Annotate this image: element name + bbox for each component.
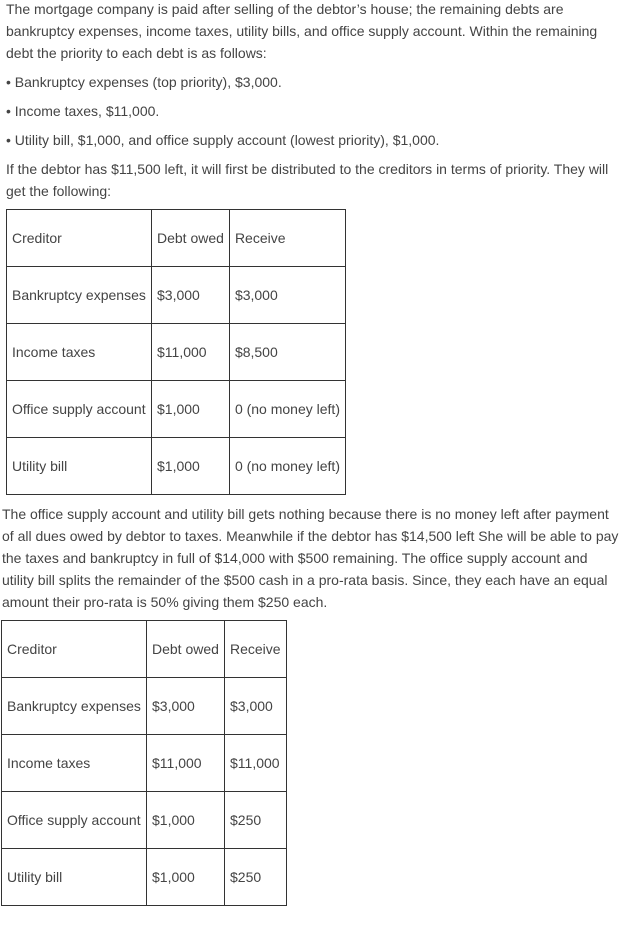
scenario1-paragraph: If the debtor has $11,500 left, it will first be distributed to the creditors in terms of priority. They will get the following: (6, 161, 609, 199)
bullet-utility-office: • Utility bill, $1,000, and office supply account (lowest priority), $1,000. (6, 132, 440, 148)
table-header-row (2, 621, 287, 678)
cell-creditor: Office supply account (7, 381, 152, 438)
cell-debt-owed: $11,000 (147, 735, 225, 792)
table-row (2, 735, 287, 792)
cell-debt-owed: $1,000 (152, 438, 230, 495)
table-row (2, 678, 287, 735)
cell-debt-owed: $1,000 (152, 381, 230, 438)
cell-creditor: Bankruptcy expenses (7, 267, 152, 324)
intro-paragraph: The mortgage company is paid after selling of the debtor’s house; the remaining debts are bankruptcy expenses, income taxes, utility bills, and office supply account. Within the remaining debt the priority to each debt is as follows: (6, 1, 598, 61)
header-creditor: Creditor (7, 210, 152, 267)
cell-debt-owed: $11,000 (152, 324, 230, 381)
cell-creditor: Income taxes (2, 735, 147, 792)
distribution-table-11500 (6, 209, 346, 495)
cell-creditor: Income taxes (7, 324, 152, 381)
cell-creditor: Utility bill (2, 849, 147, 906)
bullet-income-taxes: • Income taxes, $11,000. (6, 103, 160, 119)
cell-receive: $8,500 (229, 324, 345, 381)
cell-receive: 0 (no money left) (229, 381, 345, 438)
cell-receive: 0 (no money left) (229, 438, 345, 495)
scenario2-paragraph: The office supply account and utility bill gets nothing because there is no money left after payment of all dues owed by debtor to taxes. Meanwhile if the debtor has $14,500 left She will be able to pay the taxes and bankruptcy in full of $14,000 with $500 remaining. The office supply account and utility bill splits the remainder of the $500 cash in a pro-rata basis. Since, they each have an equal amount their pro-rata is 50% giving them $250 each. (2, 506, 619, 610)
cell-debt-owed: $1,000 (147, 792, 225, 849)
table-row (2, 849, 287, 906)
cell-receive: $3,000 (229, 267, 345, 324)
header-receive: Receive (225, 621, 287, 678)
table-header-row (7, 210, 346, 267)
table-row (2, 792, 287, 849)
header-debt-owed: Debt owed (147, 621, 225, 678)
cell-receive: $250 (225, 849, 287, 906)
cell-creditor: Bankruptcy expenses (2, 678, 147, 735)
cell-debt-owed: $3,000 (147, 678, 225, 735)
header-creditor: Creditor (2, 621, 147, 678)
cell-debt-owed: $1,000 (147, 849, 225, 906)
header-receive: Receive (229, 210, 345, 267)
table-row (7, 267, 346, 324)
cell-creditor: Utility bill (7, 438, 152, 495)
distribution-table-14500 (1, 620, 287, 906)
table-row (7, 438, 346, 495)
table-row (7, 324, 346, 381)
cell-debt-owed: $3,000 (152, 267, 230, 324)
cell-receive: $3,000 (225, 678, 287, 735)
table-row (7, 381, 346, 438)
header-debt-owed: Debt owed (152, 210, 230, 267)
cell-receive: $250 (225, 792, 287, 849)
cell-receive: $11,000 (225, 735, 287, 792)
cell-creditor: Office supply account (2, 792, 147, 849)
bullet-bankruptcy: • Bankruptcy expenses (top priority), $3,000. (6, 74, 282, 90)
